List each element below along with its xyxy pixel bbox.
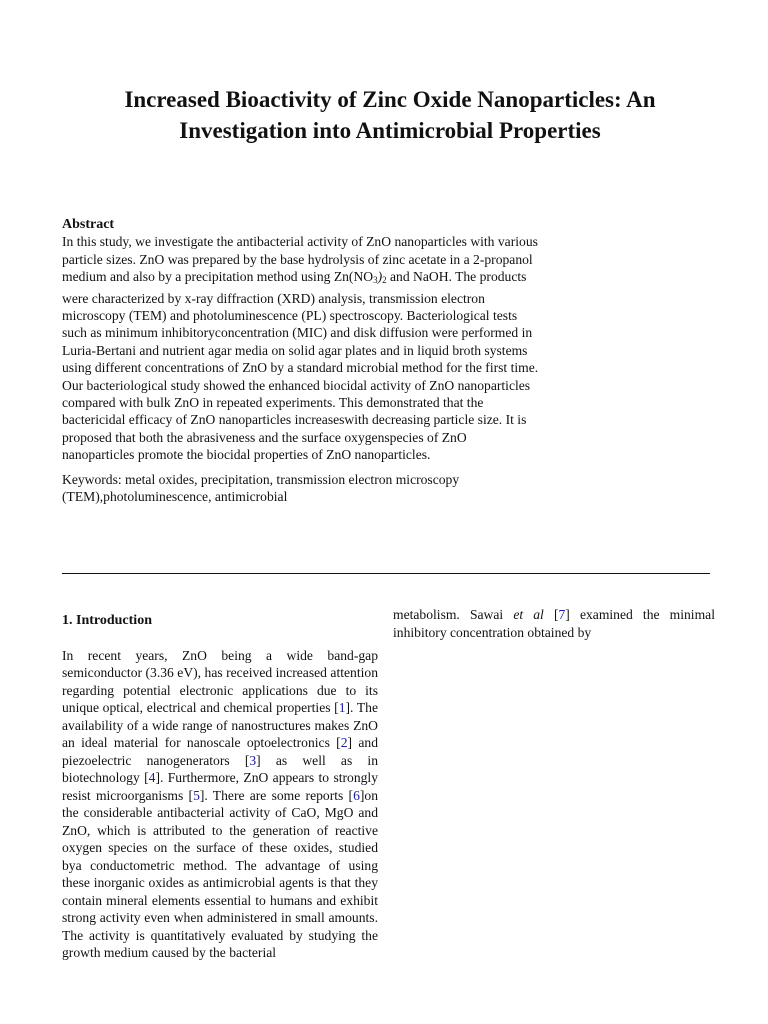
introduction-column <box>62 612 378 962</box>
intro-text: ]. Furthermore, ZnO appears to strongly resist microorganisms [ <box>62 770 379 803</box>
right-text: [ <box>543 607 559 622</box>
right-text: ] examined the minimal inhibitory concentration obtained by <box>393 607 715 640</box>
right-column <box>393 606 715 641</box>
abstract-text-part-2: and NaOH. The products were characterized by x-ray diffraction (XRD) analysis, transmission electron microscopy (TEM) and photoluminescence (PL) spectroscopy. Bacteriological tests such as minimum inhibitoryconcentration (MIC) and disk diffusion were performed in Luria-Bertani and nutrient agar media on solid agar plates and in liquid broth systems using different concentrations of ZnO by a standard microbial method for the first time. Our bacteriological study showed the enhanced biocidal activity of ZnO nanoparticles compared with bulk ZnO in repeated experiments. This demonstrated that the bactericidal efficacy of ZnO nanoparticles increaseswith decreasing particle size. It is proposed that both the abrasiveness and the surface oxygenspecies of ZnO nanoparticles promote the biocidal properties of ZnO nanoparticles. <box>62 269 539 463</box>
abstract-text-part-1: In this study, we investigate the antibacterial activity of ZnO nanoparticles with various particle sizes. ZnO was prepared by the base hydrolysis of zinc acetate in a 2-propanol medium and also by a precipitation method using Zn(NO <box>62 234 538 285</box>
section-divider <box>62 573 710 574</box>
et-al: et al <box>513 607 544 622</box>
reference-link-1[interactable]: 1 <box>338 700 346 715</box>
subscript-2: 2 <box>382 275 387 286</box>
keywords: Keywords: metal oxides, precipitation, transmission electron microscopy (TEM),photoluminescence, antimicrobial <box>62 471 460 505</box>
abstract-text <box>62 233 540 463</box>
reference-link-7[interactable]: 7 <box>558 607 566 622</box>
reference-link-5[interactable]: 5 <box>193 787 200 803</box>
right-column-text <box>393 606 715 641</box>
reference-link-6[interactable]: 6 <box>353 787 360 803</box>
intro-text: ]. The availability of a wide range of nanostructures makes ZnO an ideal material for nanoscale optoelectronics [ <box>62 700 378 750</box>
abstract-heading: Abstract <box>62 217 115 232</box>
paper-title: Increased Bioactivity of Zinc Oxide Nanoparticles: An Investigation into Antimicrobial Properties <box>124 87 656 143</box>
subscript-3: 3 <box>373 275 378 286</box>
reference-link-2[interactable]: 2 <box>340 735 348 750</box>
close-paren: ) <box>377 269 383 285</box>
introduction-heading: 1. Introduction <box>62 613 152 628</box>
introduction-text <box>62 647 378 962</box>
intro-text: ] as well as in biotechnology [ <box>62 752 378 785</box>
reference-link-3[interactable]: 3 <box>249 752 257 768</box>
intro-text: ]on the considerable antibacterial activity of CaO, MgO and ZnO, which is attributed to the generation of reactive oxygen species on the surface of these oxides, studied bya conductometric method. The advantage of using these inorganic oxides as antimicrobial agents is that they contain mineral elements essential to humans and exhibit strong activity even when administered in small amounts. The activity is quantitatively evaluated by studying the growth medium caused by the bacterial <box>62 787 378 960</box>
intro-text: In recent years, ZnO being a wide band-gap semiconductor (3.36 eV), has received increased attention regarding potential electronic applications due to its unique optical, electrical and chemical properties [ <box>62 647 378 715</box>
intro-text: ] and piezoelectric nanogenerators [ <box>62 735 378 768</box>
abstract-section <box>62 216 540 506</box>
reference-link-4[interactable]: 4 <box>148 770 156 785</box>
right-text: metabolism. Sawai <box>393 607 514 622</box>
intro-text: ]. There are some reports [ <box>199 787 354 803</box>
